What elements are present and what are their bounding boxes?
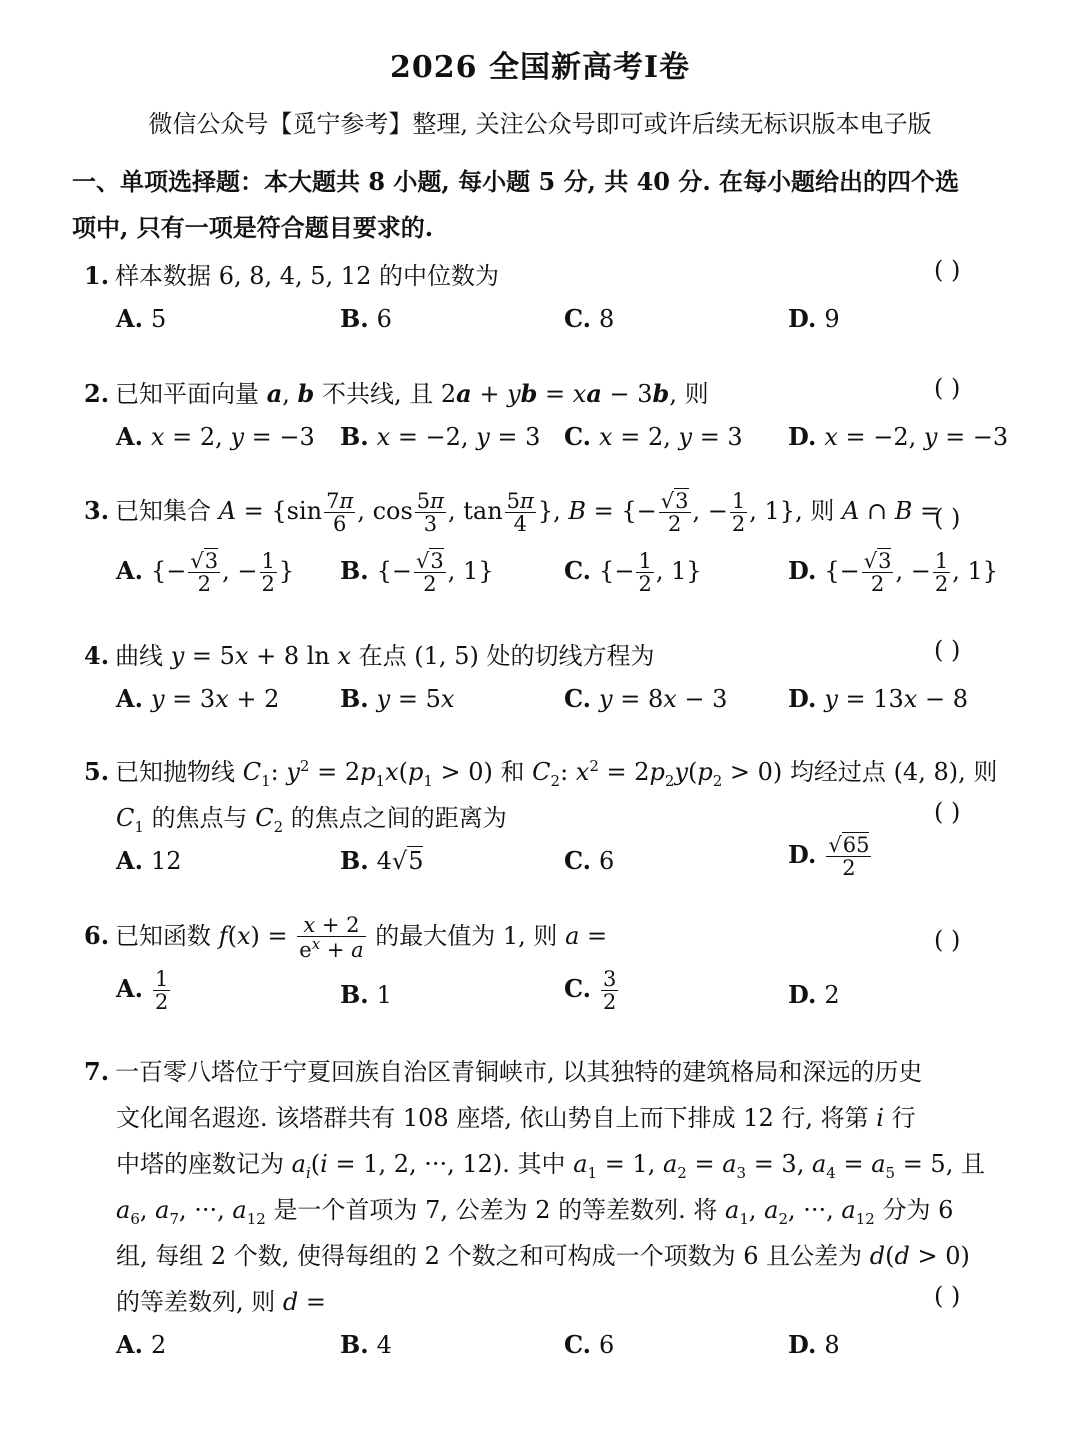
question-7-line5: 组, 每组 2 个数, 使得每组的 2 个数之和可构成一个项数为 6 且公差为 d(d > 0) (116, 1242, 970, 1270)
q4-option-b: B. y = 5x (340, 684, 455, 713)
question-5: 5. 已知抛物线 $C_1$: $y^2 = 2p_1x(p_1 > 0)$ 和 $C_2$: $x^2 = 2p_2y(p_2 > 0)$ 均经过点 (4, 8), 则 (84, 757, 998, 790)
q7-option-a: A. 2 (116, 1330, 167, 1359)
q5-option-d: D. $\frac{√65}{2}$ (788, 833, 870, 881)
q1-option-c: C. 8 (564, 304, 615, 333)
q6-option-d: D. 2 (788, 980, 840, 1009)
answer-blank-2: ( ) (934, 374, 961, 402)
q4-option-d: D. y = 13x − 8 (788, 684, 968, 713)
question-2: 2. 已知平面向量 a, b 不共线, 且 2a + yb = xa − 3b, 则 (84, 379, 709, 408)
answer-blank-1: ( ) (934, 256, 961, 284)
q7-option-b: B. 4 (340, 1330, 392, 1359)
question-1: 1. 样本数据 6, 8, 4, 5, 12 的中位数为 (84, 261, 499, 290)
question-7-line6: 的等差数列, 则 d = (116, 1288, 327, 1316)
q3-option-b: B. {− $\frac{√3}{2}$ , 1} (340, 549, 494, 597)
answer-blank-4: ( ) (934, 636, 961, 664)
q5-option-a: A. 12 (116, 846, 182, 875)
question-5-line2: $C_1$ 的焦点与 $C_2$ 的焦点之间的距离为 (116, 804, 507, 836)
question-7: 7. 一百零八塔位于宁夏回族自治区青铜峡市, 以其独特的建筑格局和深远的历史 (84, 1057, 923, 1086)
q3-option-c: C. {− $\frac{1}{2}$ , 1} (564, 549, 702, 597)
q2-option-d: D. x = −2, y = −3 (788, 422, 1009, 451)
section-heading-line2: 项中, 只有一项是符合题目要求的. (72, 213, 434, 242)
question-4: 4. 曲线 y = 5x + 8 ln x 在点 (1, 5) 处的切线方程为 (84, 641, 655, 670)
q1-option-a: A. 5 (116, 304, 167, 333)
q5-option-b: B. 4√5 (340, 846, 424, 875)
question-6: 6. 已知函数 f(x) = $\frac{x + 2}{e^x + a}$ 的最大值为 1, 则 a = (84, 913, 608, 963)
q6-option-a: A. $\frac{1}{2}$ (116, 967, 169, 1015)
q4-option-c: C. y = 8x − 3 (564, 684, 728, 713)
q6-option-b: B. 1 (340, 980, 392, 1009)
q7-option-d: D. 8 (788, 1330, 840, 1359)
q1-option-d: D. 9 (788, 304, 840, 333)
q4-option-a: A. y = 3x + 2 (116, 684, 280, 713)
answer-blank-3: ( ) (934, 504, 961, 532)
q6-option-c: C. $\frac{3}{2}$ (564, 967, 617, 1015)
question-3: 3. 已知集合 A = {sin $\frac{7\pi}{6}$ , cos $\frac{5\pi}{3}$ , tan $\frac{5\pi}{4}$ }, B = {− $\frac{√3}{2}$ , − $\frac{1}{2}$ , 1}, 则 A ∩ B = (84, 489, 941, 537)
q2-option-b: B. x = −2, y = 3 (340, 422, 541, 451)
section-heading-line1: 一、单项选择题：本大题共 8 小题, 每小题 5 分, 共 40 分. 在每小题给出的四个选 (72, 167, 960, 196)
q2-option-a: A. x = 2, y = −3 (116, 422, 315, 451)
answer-blank-7: ( ) (934, 1282, 961, 1310)
question-7-line2: 文化闻名遐迩. 该塔群共有 108 座塔, 依山势自上而下排成 12 行, 将第 i 行 (116, 1104, 916, 1132)
question-7-line3: 中塔的座数记为 $a_i(i = 1$, 2, ···, 12). 其中 $a_1 = 1$, $a_2 = a_3 = 3$, $a_4 = a_5 = 5$, 且 (116, 1150, 985, 1182)
answer-blank-6: ( ) (934, 926, 961, 954)
page-title: 2026 全国新高考Ⅰ卷 (390, 50, 690, 85)
q3-option-a: A. {− $\frac{√3}{2}$ , − $\frac{1}{2}$ } (116, 549, 295, 597)
q1-option-b: B. 6 (340, 304, 392, 333)
q7-option-c: C. 6 (564, 1330, 615, 1359)
question-7-line4: $a_6$, $a_7$, ···, $a_{12}$ 是一个首项为 7, 公差为 2 的等差数列. 将 $a_1$, $a_2$, ···, $a_{12}$ 分为 6 (116, 1196, 954, 1228)
page-subtitle: 微信公众号【觅宁参考】整理, 关注公众号即可或许后续无标识版本电子版 (148, 110, 932, 138)
q3-option-d: D. {− $\frac{√3}{2}$ , − $\frac{1}{2}$ , 1} (788, 549, 999, 597)
q5-option-c: C. 6 (564, 846, 615, 875)
question-1-text: 样本数据 6, 8, 4, 5, 12 的中位数为 (115, 262, 499, 290)
q2-option-c: C. x = 2, y = 3 (564, 422, 743, 451)
answer-blank-5: ( ) (934, 798, 961, 826)
